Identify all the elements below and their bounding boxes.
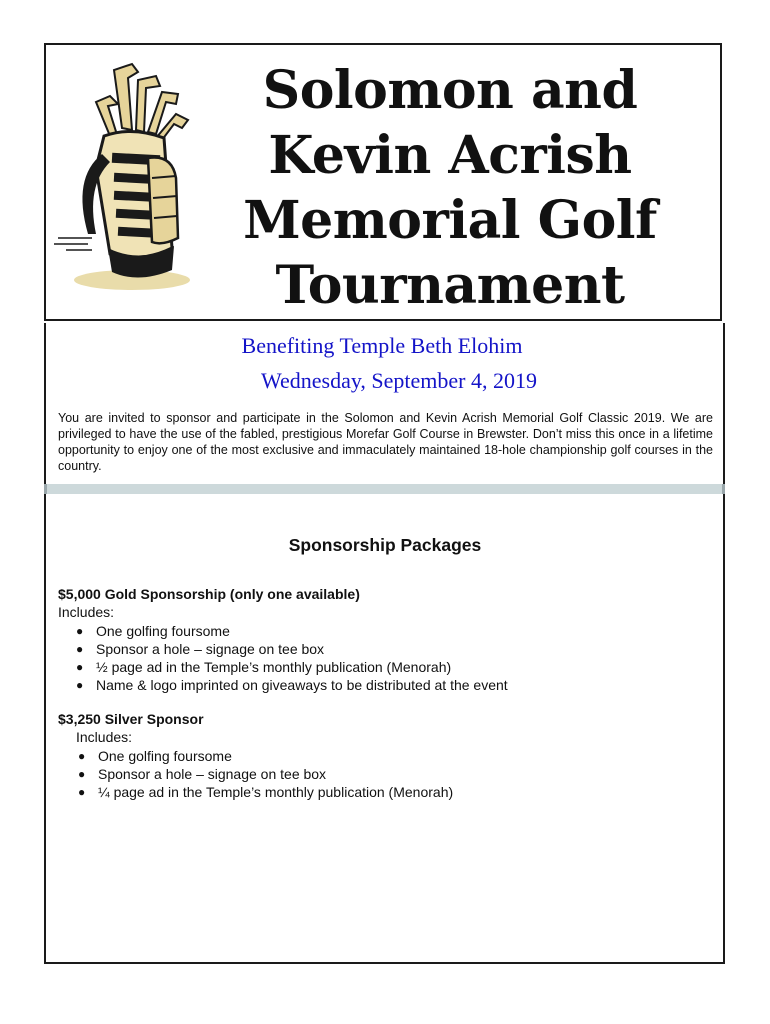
- title-line: Solomon and: [262, 60, 638, 121]
- list-item: ● ¼ page ad in the Temple’s monthly publication (Menorah): [78, 784, 454, 800]
- intro-paragraph: You are invited to sponsor and participate in the Solomon and Kevin Acrish Memorial Golf Classic 2019. We are privileged to have the use of the fabled, prestigious Morefar Golf Course in Brewster. Don’t miss this once in a lifetime opportunity to enjoy one of the most exclusive and immaculately maintained 18-hole championship golf courses in the country.: [58, 411, 713, 473]
- silver-includes-label: Includes:: [76, 729, 133, 745]
- bullet-icon: ●: [78, 785, 86, 799]
- packages-heading: Sponsorship Packages: [288, 535, 482, 555]
- silver-items-list: [78, 747, 678, 801]
- bullet-icon: ●: [78, 767, 86, 781]
- silver-tier-title: $3,250 Silver Sponsor: [58, 711, 204, 727]
- gold-includes-label: Includes:: [58, 604, 115, 620]
- section-divider: [44, 484, 725, 494]
- event-date: Wednesday, September 4, 2019: [260, 368, 537, 393]
- gold-items-list: [76, 622, 676, 694]
- list-item: ● Sponsor a hole – signage on tee box: [76, 641, 325, 657]
- list-item: ● Name & logo imprinted on giveaways to be distributed at the event: [76, 677, 508, 693]
- bullet-icon: ●: [76, 660, 84, 674]
- gold-tier-title: $5,000 Gold Sponsorship (only one available): [58, 586, 360, 602]
- list-item: ● One golfing foursome: [78, 748, 232, 764]
- bullet-icon: ●: [78, 749, 86, 763]
- bullet-icon: ●: [76, 642, 84, 656]
- benefiting-line: Benefiting Temple Beth Elohim: [241, 333, 523, 358]
- tournament-title: [200, 58, 700, 318]
- title-line: Tournament: [275, 255, 625, 316]
- title-line: Kevin Acrish: [268, 125, 632, 186]
- title-line: Memorial Golf: [243, 190, 657, 251]
- list-item: ● ½ page ad in the Temple’s monthly publication (Menorah): [76, 659, 452, 675]
- bullet-icon: ●: [76, 624, 84, 638]
- list-item: ● Sponsor a hole – signage on tee box: [78, 766, 327, 782]
- bullet-icon: ●: [76, 678, 84, 692]
- list-item: ● One golfing foursome: [76, 623, 230, 639]
